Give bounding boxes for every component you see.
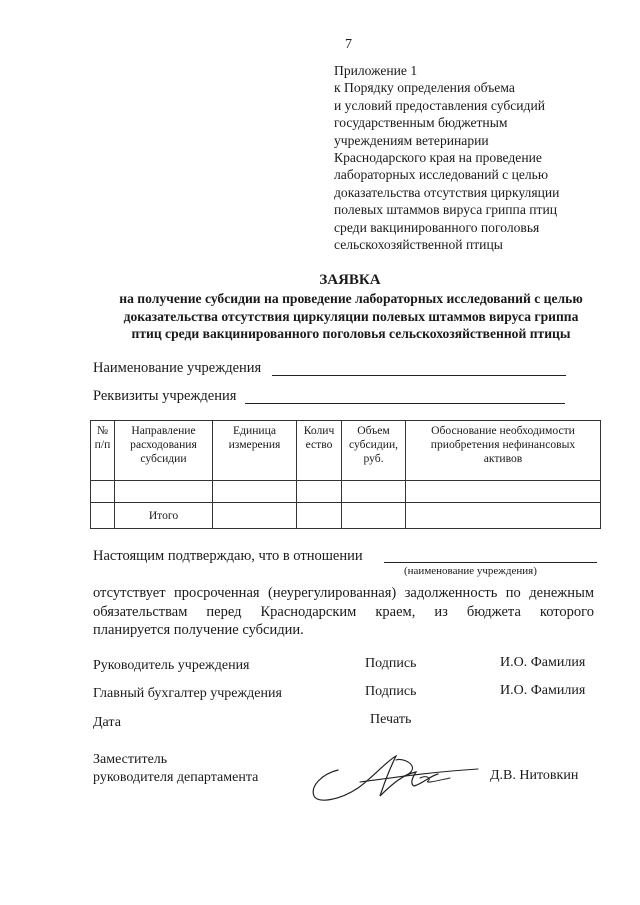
- deputy-name: Д.В. Нитовкин: [490, 768, 579, 783]
- confirmation-line: планируется получение субсидии.: [93, 622, 304, 638]
- subtitle-line: птиц среди вакцинированного поголовья сельскохозяйственной птицы: [131, 326, 571, 341]
- confirmation-text: [93, 584, 594, 640]
- header-cell-justification: Обоснование необходимости приобретения нефинансовых активов: [406, 421, 601, 481]
- table-cell[interactable]: [297, 503, 342, 529]
- appendix-line: среди вакцинированного поголовья: [334, 219, 540, 235]
- header-cell-direction: Направление расходования субсидии: [115, 421, 213, 481]
- subtitle-line: на получение субсидии на проведение лабораторных исследований с целью: [119, 291, 583, 306]
- document-title: ЗАЯВКА: [319, 272, 381, 288]
- institution-name-label: Наименование учреждения: [93, 360, 262, 376]
- table-header-row: [91, 421, 601, 481]
- request-table: [90, 420, 601, 529]
- appendix-line: учреждениям ветеринарии: [334, 132, 489, 148]
- table-cell[interactable]: [213, 503, 297, 529]
- accountant-role: Главный бухгалтер учреждения: [93, 686, 282, 701]
- deputy-title-line1: Заместитель: [93, 752, 168, 767]
- appendix-line: к Порядку определения объема: [334, 80, 515, 96]
- appendix-block: [334, 62, 559, 253]
- appendix-line: государственным бюджетным: [334, 115, 508, 131]
- table-cell[interactable]: [91, 481, 115, 503]
- date-label: Дата: [93, 715, 121, 730]
- appendix-line: сельскохозяйственной птицы: [334, 237, 503, 253]
- table-cell[interactable]: [406, 481, 601, 503]
- table-row: [91, 481, 601, 503]
- header-cell-unit: Единица измерения: [213, 421, 297, 481]
- header-cell-number: № п/п: [91, 421, 115, 481]
- table-row-total: [91, 503, 601, 529]
- institution-name-blank[interactable]: [384, 562, 597, 563]
- appendix-line: Приложение 1: [334, 63, 418, 78]
- table-cell[interactable]: [342, 503, 406, 529]
- accountant-name: И.О. Фамилия: [500, 683, 586, 698]
- appendix-line: лабораторных исследований с целью: [334, 167, 549, 183]
- confirmation-lead: Настоящим подтверждаю, что в отношении: [93, 548, 363, 564]
- seal-label: Печать: [370, 712, 412, 727]
- head-role: Руководитель учреждения: [93, 658, 250, 673]
- page-number: 7: [345, 37, 352, 52]
- head-sign-label: Подпись: [365, 656, 417, 671]
- appendix-line: полевых штаммов вируса гриппа птиц: [334, 202, 558, 218]
- table-cell[interactable]: [213, 481, 297, 503]
- handwritten-signature: [300, 748, 500, 808]
- subtitle-line: доказательства отсутствия циркуляции полевых штаммов вируса гриппа: [123, 308, 579, 324]
- head-name: И.О. Фамилия: [500, 655, 586, 670]
- confirmation-line: обязательствам перед Краснодарским краем, из бюджета которого: [93, 603, 594, 620]
- header-cell-quantity: Колич ество: [297, 421, 342, 481]
- institution-name-caption: (наименование учреждения): [404, 565, 537, 577]
- appendix-line: и условий предоставления субсидий: [334, 97, 546, 113]
- table-cell[interactable]: [115, 481, 213, 503]
- document-subtitle: [88, 290, 614, 343]
- appendix-line: доказательства отсутствия циркуляции: [334, 184, 560, 200]
- table-cell[interactable]: [342, 481, 406, 503]
- accountant-sign-label: Подпись: [365, 684, 417, 699]
- institution-name-field[interactable]: [272, 375, 566, 376]
- header-cell-volume: Объем субсидии, руб.: [342, 421, 406, 481]
- table-cell[interactable]: [297, 481, 342, 503]
- total-label-cell: Итого: [115, 503, 213, 529]
- table-cell[interactable]: [406, 503, 601, 529]
- appendix-line: Краснодарского края на проведение: [334, 150, 542, 166]
- table-cell[interactable]: [91, 503, 115, 529]
- deputy-title-line2: руководителя департамента: [93, 770, 259, 785]
- institution-details-field[interactable]: [245, 403, 565, 404]
- institution-details-label: Реквизиты учреждения: [93, 388, 237, 404]
- confirmation-line: отсутствует просроченная (неурегулированная) задолженность по денежным: [93, 585, 594, 601]
